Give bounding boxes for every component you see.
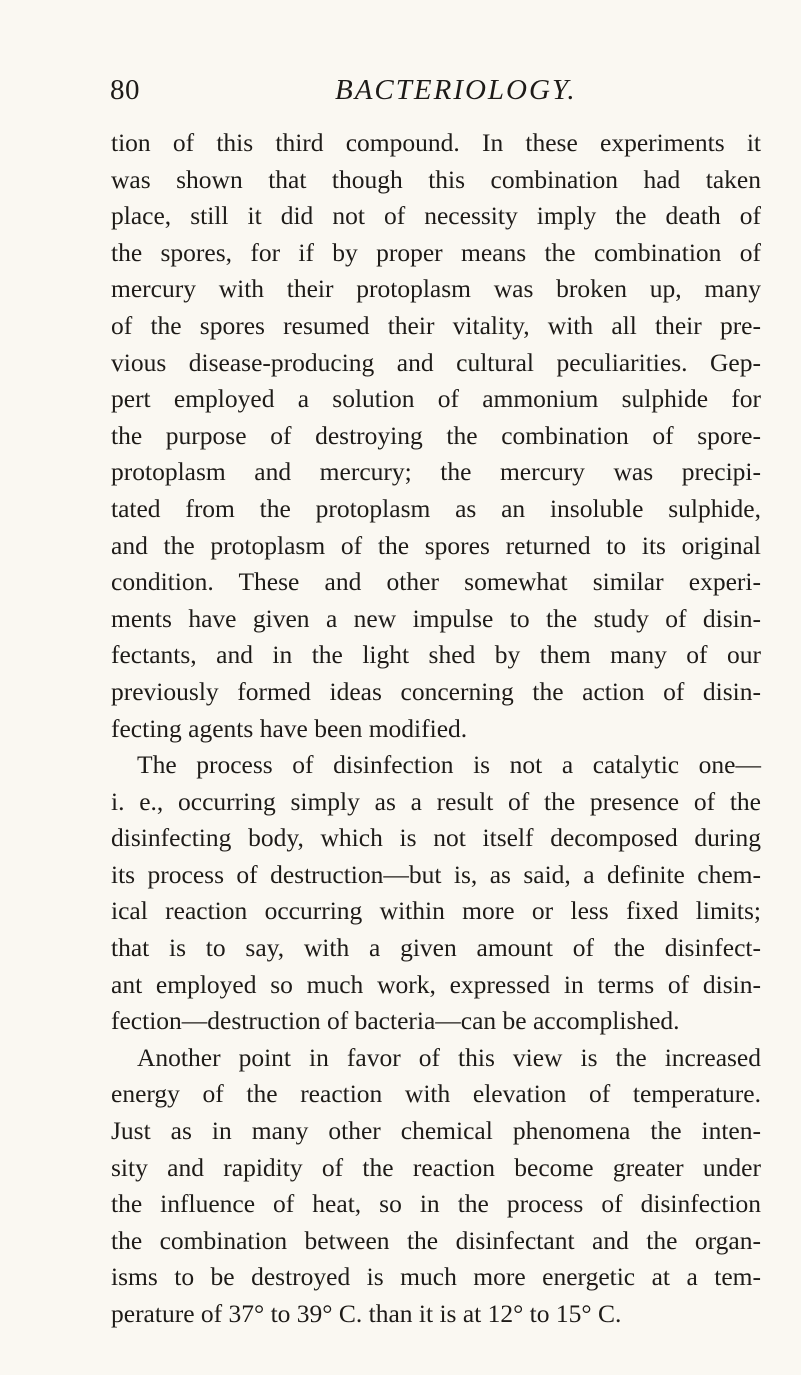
text-line: of the spores resumed their vitality, with all their pre- xyxy=(111,310,761,340)
text-line: protoplasm and mercury; the mercury was precipi- xyxy=(111,457,761,487)
text-line: vious disease-producing and cultural peculiarities. Gep- xyxy=(111,347,761,377)
text-line: the purpose of destroying the combination of spore- xyxy=(111,420,761,450)
text-line: that is to say, with a given amount of the disinfect- xyxy=(111,933,761,963)
text-line: energy of the reaction with elevation of temperature. xyxy=(111,1079,761,1109)
paragraph-end-line: fection—destruction of bacteria—can be accomplished. xyxy=(111,1006,680,1036)
text-line: place, still it did not of necessity imply the death of xyxy=(111,201,761,231)
text-line: tated from the protoplasm as an insoluble sulphide, xyxy=(111,493,761,523)
text-line: previously formed ideas concerning the action of disin- xyxy=(111,676,761,706)
text-line: ical reaction occurring within more or less fixed limits; xyxy=(111,896,761,926)
paragraph-start-line: Another point in favor of this view is the increased xyxy=(137,1042,761,1072)
text-line: the influence of heat, so in the process of disinfection xyxy=(111,1189,761,1219)
text-line: i. e., occurring simply as a result of the presence of the xyxy=(111,786,761,816)
running-head: BACTERIOLOGY. xyxy=(335,74,577,106)
text-line: its process of destruction—but is, as said, a definite chem- xyxy=(111,859,761,889)
text-line: tion of this third compound. In these experiments it xyxy=(111,128,761,157)
text-line: was shown that though this combination had taken xyxy=(111,164,761,194)
text-line: pert employed a solution of ammonium sulphide for xyxy=(111,384,761,414)
text-line: sity and rapidity of the reaction become greater under xyxy=(111,1152,761,1182)
text-line: the spores, for if by proper means the combination of xyxy=(111,237,761,267)
text-line: ant employed so much work, expressed in terms of disin- xyxy=(111,969,761,999)
body-text xyxy=(111,125,761,1333)
text-line: mercury with their protoplasm was broken up, many xyxy=(111,274,761,304)
paragraph-end-line: fecting agents have been modified. xyxy=(111,713,468,743)
page-number: 80 xyxy=(110,74,140,106)
text-line: fectants, and in the light shed by them many of our xyxy=(111,640,761,670)
paragraph-start-line: The process of disinfection is not a catalytic one— xyxy=(137,750,761,780)
text-line: disinfecting body, which is not itself decomposed during xyxy=(111,823,761,853)
text-line: isms to be destroyed is much more energetic at a tem- xyxy=(111,1262,761,1292)
text-line: the combination between the disinfectant and the organ- xyxy=(111,1225,761,1255)
text-line: and the protoplasm of the spores returned to its original xyxy=(111,530,761,560)
page-header xyxy=(110,74,710,114)
paragraph-end-line: perature of 37° to 39° C. than it is at 12° to 15° C. xyxy=(111,1299,622,1328)
text-line: ments have given a new impulse to the study of disin- xyxy=(111,603,761,633)
text-line: Just as in many other chemical phenomena the inten- xyxy=(111,1116,761,1146)
text-line: condition. These and other somewhat similar experi- xyxy=(111,567,761,597)
